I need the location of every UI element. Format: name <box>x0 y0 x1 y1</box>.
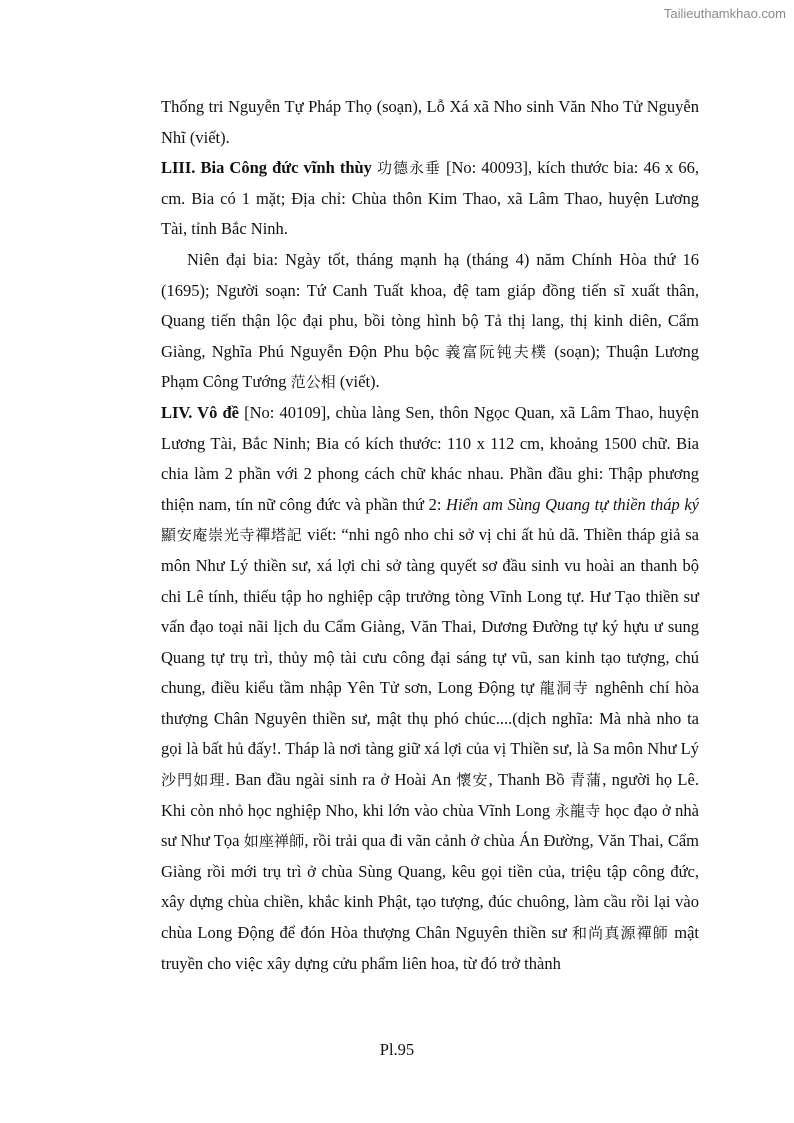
section-heading-liv: LIV. Vô đề <box>161 402 239 422</box>
chinese-name: 義富阮钝夫樸 <box>445 342 549 361</box>
chinese-name: 永龍寺 <box>554 801 601 820</box>
paragraph-stele-liii: LIII. Bia Công đức vĩnh thùy 功德永垂 [No: 40093], kích thước bia: 46 x 66, cm. Bia có 1 mặt; Địa chỉ: Chùa thôn Kim Thao, xã Lâm Thao, huyện Lương Tài, tỉnh Bắc Ninh. <box>161 158 700 239</box>
page-body <box>161 92 699 979</box>
paragraph-author-credit: Thống tri Nguyễn Tự Pháp Thọ (soạn), Lỗ Xá xã Nho sinh Văn Nho Tử Nguyễn Nhĩ (viết). <box>161 97 699 147</box>
section-heading-liii: LIII. Bia Công đức vĩnh thùy <box>161 158 372 178</box>
chinese-title: 顯安庵崇光寺禪塔記 <box>161 526 303 545</box>
watermark: Tailieuthamkhao.com <box>663 6 786 21</box>
page-number: Pl.95 <box>379 1040 415 1059</box>
italic-title: Hiển am Sùng Quang tự thiền tháp ký <box>446 494 699 514</box>
chinese-name: 和尚真源禪師 <box>572 924 669 943</box>
chinese-name: 如座禅師 <box>243 832 305 851</box>
chinese-name: 范公相 <box>290 373 336 392</box>
paragraph-stele-liv: LIV. Vô đề [No: 40109], chùa làng Sen, thôn Ngọc Quan, xã Lâm Thao, huyện Lương Tài, Bắc Ninh; Bia có kích thước: 110 x 112 cm, khoảng 1500 chữ. Bia chia làm 2 phần với 2 phong cách chữ khác nhau. Phần đầu ghi: Thập phương thiện nam, tín nữ công đức và phần thứ 2: Hiển am Sùng Quang tự thiền tháp ký 顯安庵崇光寺禪塔記 viết: “nhi ngô nho chi sở vị chi ất hủ dã. Thiền tháp giả sa môn Như Lý thiền sư, xá lợi chi sở tàng quyết sơ đầu sinh vu hoài an thanh bộ chi Lê tính, thiếu tập ho nghiệp cập trưởng tòng Vĩnh Long tự. Hư Tạo thiền sư vấn đạo toại nãi lịch du Cẩm Giàng, Văn Thai, Dương Đường tự ký hựu ư sung Quang tự trụ trì, thủy mộ tài cưu công đại sáng tự vũ, san kinh tạo tượng, chú chung, điều kiểu tầm nhập Yên Tử sơn, Long Động tự 龍洞寺 nghênh chí hòa thượng Chân Nguyên thiền sư, mật thụ phó chúc....(dịch nghĩa: Mà nhà nho ta gọi là bất hủ đấy!. Tháp là nơi tàng giữ xá lợi của vị Thiền sư, là Sa môn Như Lý 沙門如理. Ban đầu ngài sinh ra ở Hoài An 懷安, Thanh Bồ 青蒲, người họ Lê. Khi còn nhỏ học nghiệp Nho, khi lớn vào chùa Vĩnh Long 永龍寺 học đạo ở nhà sư Như Tọa 如座禅師, rồi trải qua đi vãn cảnh ở chùa Án Đường, Văn Thai, Cẩm Giàng rồi mới trụ trì ở chùa Sùng Quang, kêu gọi tiền của, triệu tập công đức, xây dựng chùa chiền, khắc kinh Phật, tạo tượng, đúc chuông, làm cầu rồi lại vào chùa Long Động để đón Hòa thượng Chân Nguyên thiền sư 和尚真源禪師 mật truyền cho việc xây dựng cửu phẩm liên hoa, từ đó trở thành <box>161 402 699 973</box>
chinese-name: 青蒲 <box>569 771 603 790</box>
paragraph-stele-date: Niên đại bia: Ngày tốt, tháng mạnh hạ (tháng 4) năm Chính Hòa thứ 16 (1695); Người soạn: Tứ Canh Tuất khoa, đệ tam giáp đồng tiến sĩ xuất thân, Quang tiến thận lộc đại phu, bồi tòng hình bộ Tả thị lang, thị kinh diên, Cẩm Giàng, Nghĩa Phú Nguyễn Độn Phu bộc 義富阮钝夫樸 (soạn); Thuận Lương Phạm Công Tướng 范公相 (viết). <box>161 249 699 392</box>
chinese-name: 懷安 <box>456 771 489 790</box>
chinese-name: 沙門如理 <box>161 771 226 790</box>
chinese-name: 龍洞寺 <box>539 679 590 698</box>
chinese-title: 功德永垂 <box>377 159 441 178</box>
